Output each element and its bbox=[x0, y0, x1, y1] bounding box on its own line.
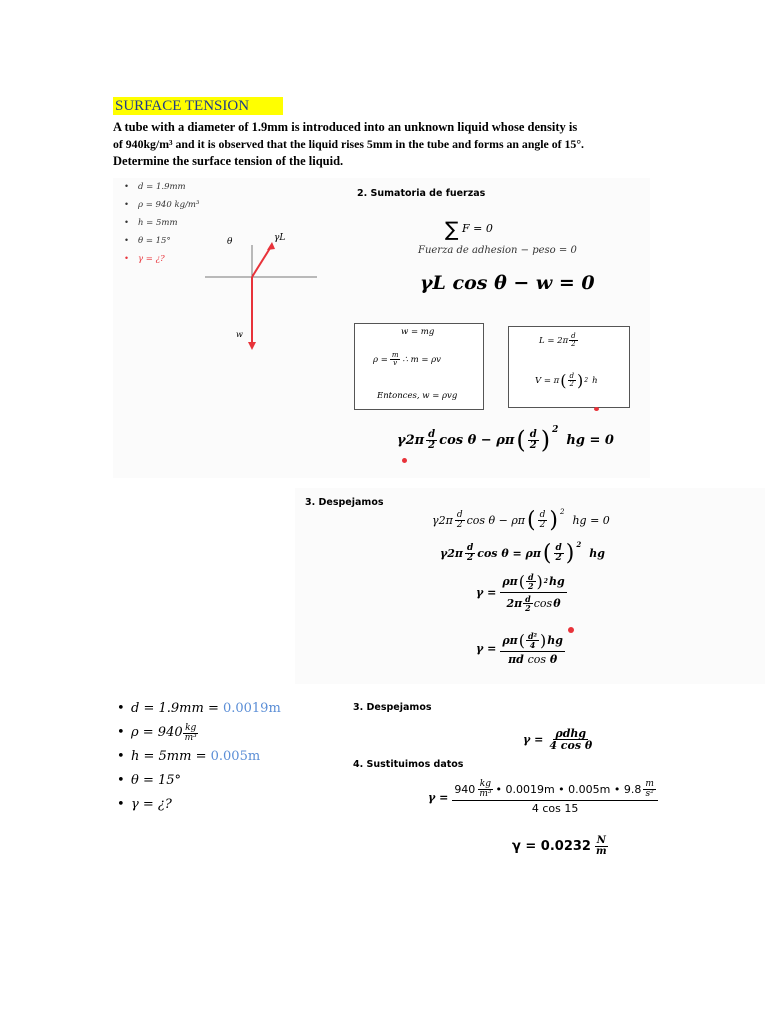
heading-despejamos-2: 3. Despejamos bbox=[353, 702, 432, 713]
despejamos-line-1: γ2π $\frac{d}{2}$ cos θ − ρπ ( $\frac{d}{2}$ ) $^2$ hg = 0 bbox=[432, 507, 610, 533]
problem-line-1: A tube with a diameter of 1.9mm is introduced into an unknown liquid whose density is bbox=[113, 120, 578, 134]
despejamos-line-3: γ = ρπ ( $\frac{d}{2}$ ) 2 hg 2π $\frac{d}{2}$ cos θ bbox=[476, 571, 565, 613]
problem-line-3: Determine the surface tension of the liquid. bbox=[113, 154, 344, 168]
despejamos-line-4: γ = ρπ ( $\frac{\text{d²}}{4}$ ) hg πd cos θ bbox=[476, 630, 563, 666]
given-list-small bbox=[124, 178, 199, 268]
red-mark-3 bbox=[568, 627, 574, 633]
diagram-gamma-label: γL bbox=[274, 233, 286, 243]
given-rho-converted: • ρ = 940 $\frac{kg}{\text{m³}}$ bbox=[117, 722, 197, 743]
red-mark-2 bbox=[402, 458, 407, 463]
weight-derivation-box bbox=[354, 323, 484, 410]
given-h-converted: • h = 5mm = 0.005m bbox=[117, 749, 261, 764]
gamma-formula: γ = $\frac{\text{ρdhg}}{\text{4 cos θ}}$ bbox=[523, 727, 593, 752]
box2-line2: V = π ( $\frac{d}{2}$ ) 2 h bbox=[535, 371, 598, 390]
sigma-icon: ∑ bbox=[445, 217, 459, 241]
substitution-equation: γ = 940 $\frac{kg}{\text{m³}}$ • 0.0019m • 0.005m • 9.8 $\frac{m}{\text{s²}}$ 4 cos 15 bbox=[428, 780, 658, 814]
box1-line3: Entonces, w = ρvg bbox=[377, 391, 458, 401]
force-diagram bbox=[205, 225, 320, 355]
sum-equation: ∑ F = 0 bbox=[445, 217, 493, 241]
diagram-w-label: w bbox=[236, 330, 243, 339]
final-result: γ = 0.0232 $\frac{N}{m}$ bbox=[512, 835, 607, 857]
heading-sumatoria: 2. Sumatoria de fuerzas bbox=[357, 188, 486, 199]
adhesion-equation: Fuerza de adhesion − peso = 0 bbox=[418, 245, 577, 256]
given-theta: • θ = 15° bbox=[124, 236, 171, 246]
combined-equation: γ2π $\frac{d}{2}$ cos θ − ρπ ( $\frac{d}{2}$ ) $^2$ hg = 0 bbox=[397, 425, 614, 454]
weight-arrow-head bbox=[248, 342, 256, 350]
heading-sustituimos: 4. Sustituimos datos bbox=[353, 759, 464, 770]
box1-line2: ρ = $\frac{m}{v}$ ∴ m = ρv bbox=[373, 351, 441, 367]
given-theta-converted: • θ = 15° bbox=[117, 773, 182, 788]
heading-despejamos-1: 3. Despejamos bbox=[305, 497, 384, 508]
given-d: • d = 1.9mm bbox=[124, 182, 186, 192]
given-h: • h = 5mm bbox=[124, 218, 178, 228]
box1-line1: w = mg bbox=[401, 327, 435, 337]
main-equation: γL cos θ − w = 0 bbox=[420, 272, 595, 294]
given-d-converted: • d = 1.9mm = 0.0019m bbox=[117, 701, 281, 716]
diagram-theta-label: θ bbox=[227, 237, 233, 247]
given-rho: • ρ = 940 kg/m³ bbox=[124, 200, 200, 210]
problem-line-2: of 940kg/m³ and it is observed that the liquid rises 5mm in the tube and forms an angle of 15°. bbox=[113, 137, 584, 151]
length-volume-box bbox=[508, 326, 630, 408]
adhesion-arrow bbox=[252, 245, 272, 277]
given-gamma-converted: • γ = ¿? bbox=[117, 797, 172, 812]
despejamos-line-2: γ2π $\frac{d}{2}$ cos θ = ρπ ( $\frac{d}{2}$ ) $^2$ hg bbox=[440, 540, 605, 566]
given-list-converted bbox=[117, 697, 281, 817]
document-title: SURFACE TENSION bbox=[113, 97, 283, 115]
box2-line1: L = 2π $\frac{d}{2}$ bbox=[539, 332, 576, 348]
red-mark bbox=[594, 407, 599, 411]
adhesion-arrow-head bbox=[267, 242, 275, 250]
given-gamma: • γ = ¿? bbox=[124, 254, 165, 264]
